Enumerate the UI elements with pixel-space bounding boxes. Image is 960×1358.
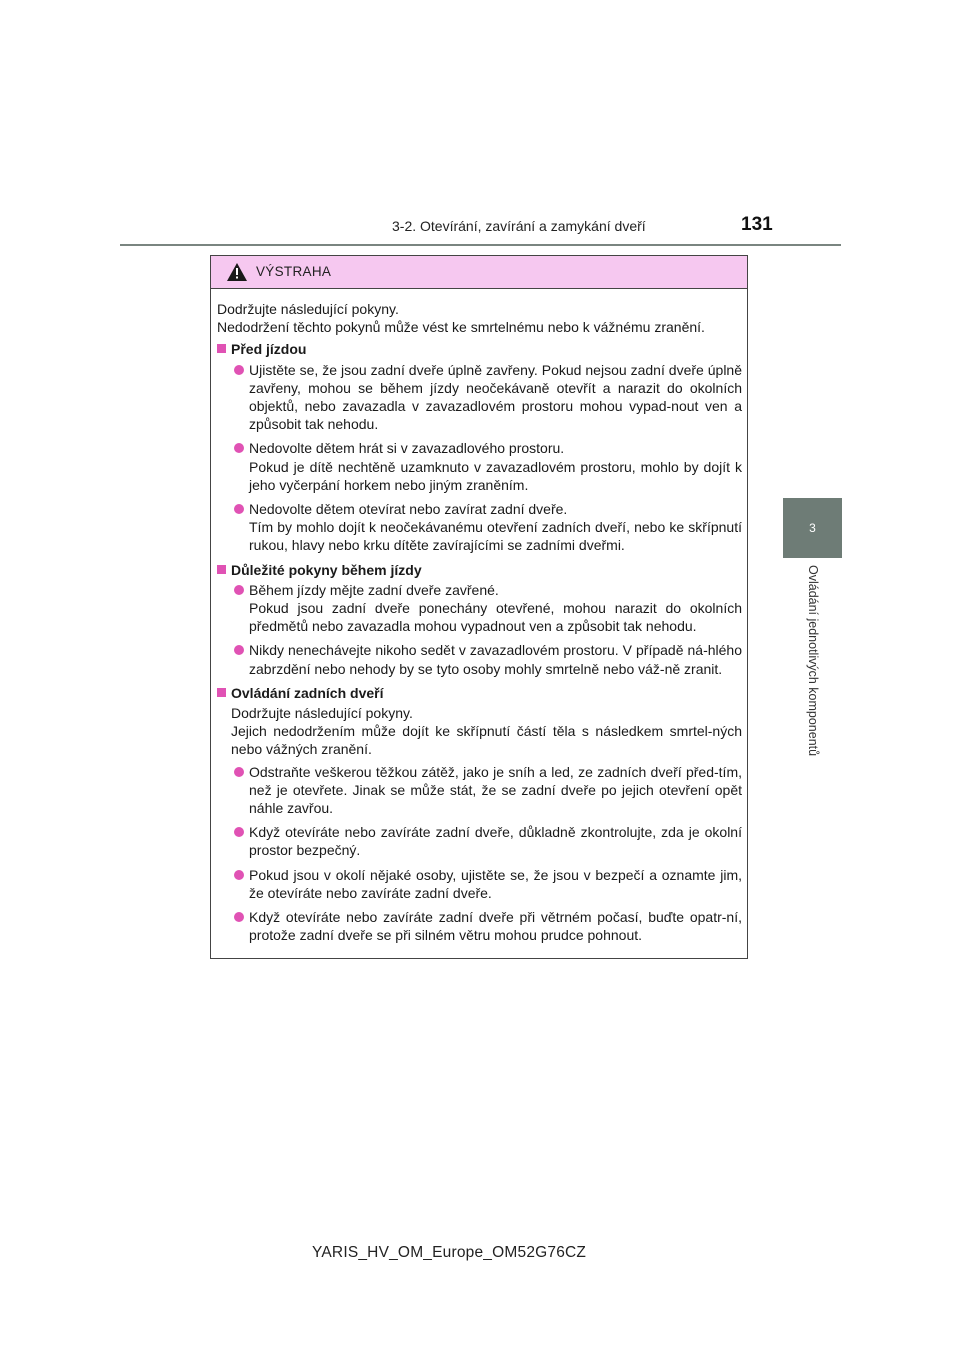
round-bullet-icon — [234, 504, 244, 514]
chapter-number: 3 — [809, 521, 816, 535]
round-bullet-icon — [234, 767, 244, 777]
footer-model-code: YARIS_HV_OM_Europe_OM52G76CZ — [312, 1244, 587, 1261]
list-item: Odstraňte veškerou těžkou zátěž, jako je sníh a led, ze zadních dveří před-tím, než je otevřete. Jinak se může stát, že se zadní dveře po jejich otevření opět náhle zavřou. — [217, 763, 742, 818]
intro-line: Nedodržení těchto pokynů může vést ke smrtelnému nebo k vážnému zranění. — [217, 319, 705, 336]
warning-box — [210, 255, 748, 959]
page-number: 131 — [741, 214, 773, 235]
list-item: Pokud jsou v okolí nějaké osoby, ujistěte se, že jsou v bezpečí a oznamte jim, že otevíráte nebo zavíráte zadní dveře. — [217, 866, 742, 902]
square-bullet-icon — [217, 688, 226, 697]
list-item: Během jízdy mějte zadní dveře zavřené. Pokud jsou zadní dveře ponechány otevřené, mohou narazit do okolních předmětů nebo zavazadla mohou vypadnout ven a způsobit tak nehodu. — [217, 581, 742, 636]
section-text: Dodržujte následující pokyny. Jejich nedodržením může dojít ke skřípnutí částí těla s následkem smrtel-ných nebo vážných zranění. — [231, 705, 742, 758]
round-bullet-icon — [234, 443, 244, 453]
chapter-title: Ovládání jednotlivých komponentů — [806, 565, 820, 757]
list-item: Když otevíráte nebo zavíráte zadní dveře, důkladně zkontrolujte, zda je okolní prostor bezpečný. — [217, 823, 742, 859]
list-item: Když otevíráte nebo zavíráte zadní dveře při větrném počasí, buďte opatr-ní, protože zadní dveře se při silném větru mohou prudce pohnout. — [217, 908, 742, 944]
warning-body — [211, 289, 747, 945]
warning-title: VÝSTRAHA — [256, 264, 332, 279]
section-heading-before-driving: Před jízdou — [217, 340, 742, 358]
running-header-section: 3-2. Otevírání, zavírání a zamykání dveří — [392, 218, 646, 234]
section-heading-back-door-operation: Ovládání zadních dveří — [217, 684, 742, 702]
list-item: Ujistěte se, že jsou zadní dveře úplně zavřeny. Pokud nejsou zadní dveře úplně zavřeny, mohou se během jízdy neočekávaně otevřít a narazit do okolních objektů, nebo zavazadla v zavazadlovém prostoru mohou vypad-nout ven a způsobit tak nehodu. — [217, 361, 742, 434]
list-item: Nedovolte dětem otevírat nebo zavírat zadní dveře. Tím by mohlo dojít k neočekávanému otevření zadních dveří, nebo ke skřípnutí rukou, hlavy nebo krku dítěte zavírajícími se zadními dveřmi. — [217, 500, 742, 555]
round-bullet-icon — [234, 912, 244, 922]
square-bullet-icon — [217, 344, 226, 353]
round-bullet-icon — [234, 365, 244, 375]
round-bullet-icon — [234, 870, 244, 880]
round-bullet-icon — [234, 585, 244, 595]
square-bullet-icon — [217, 565, 226, 574]
intro-line: Dodržujte následující pokyny. — [217, 301, 399, 317]
warning-intro — [217, 300, 742, 336]
list-item: Nikdy nenechávejte nikoho sedět v zavazadlovém prostoru. V případě ná-hlého zabrzdění nebo nehody by se tyto osoby mohly smrtelně nebo váž-ně zranit. — [217, 641, 742, 677]
chapter-tab — [783, 498, 842, 558]
list-item: Nedovolte dětem hrát si v zavazadlového prostoru. Pokud je dítě nechtěně uzamknuto v zavazadlovém prostoru, mohlo by dojít k jeho vyčerpání horkem nebo jiným zraněním. — [217, 439, 742, 494]
warning-header — [211, 256, 747, 289]
header-divider — [120, 244, 841, 246]
section-heading-while-driving: Důležité pokyny během jízdy — [217, 561, 742, 579]
round-bullet-icon — [234, 827, 244, 837]
warning-triangle-icon — [227, 263, 247, 281]
round-bullet-icon — [234, 645, 244, 655]
